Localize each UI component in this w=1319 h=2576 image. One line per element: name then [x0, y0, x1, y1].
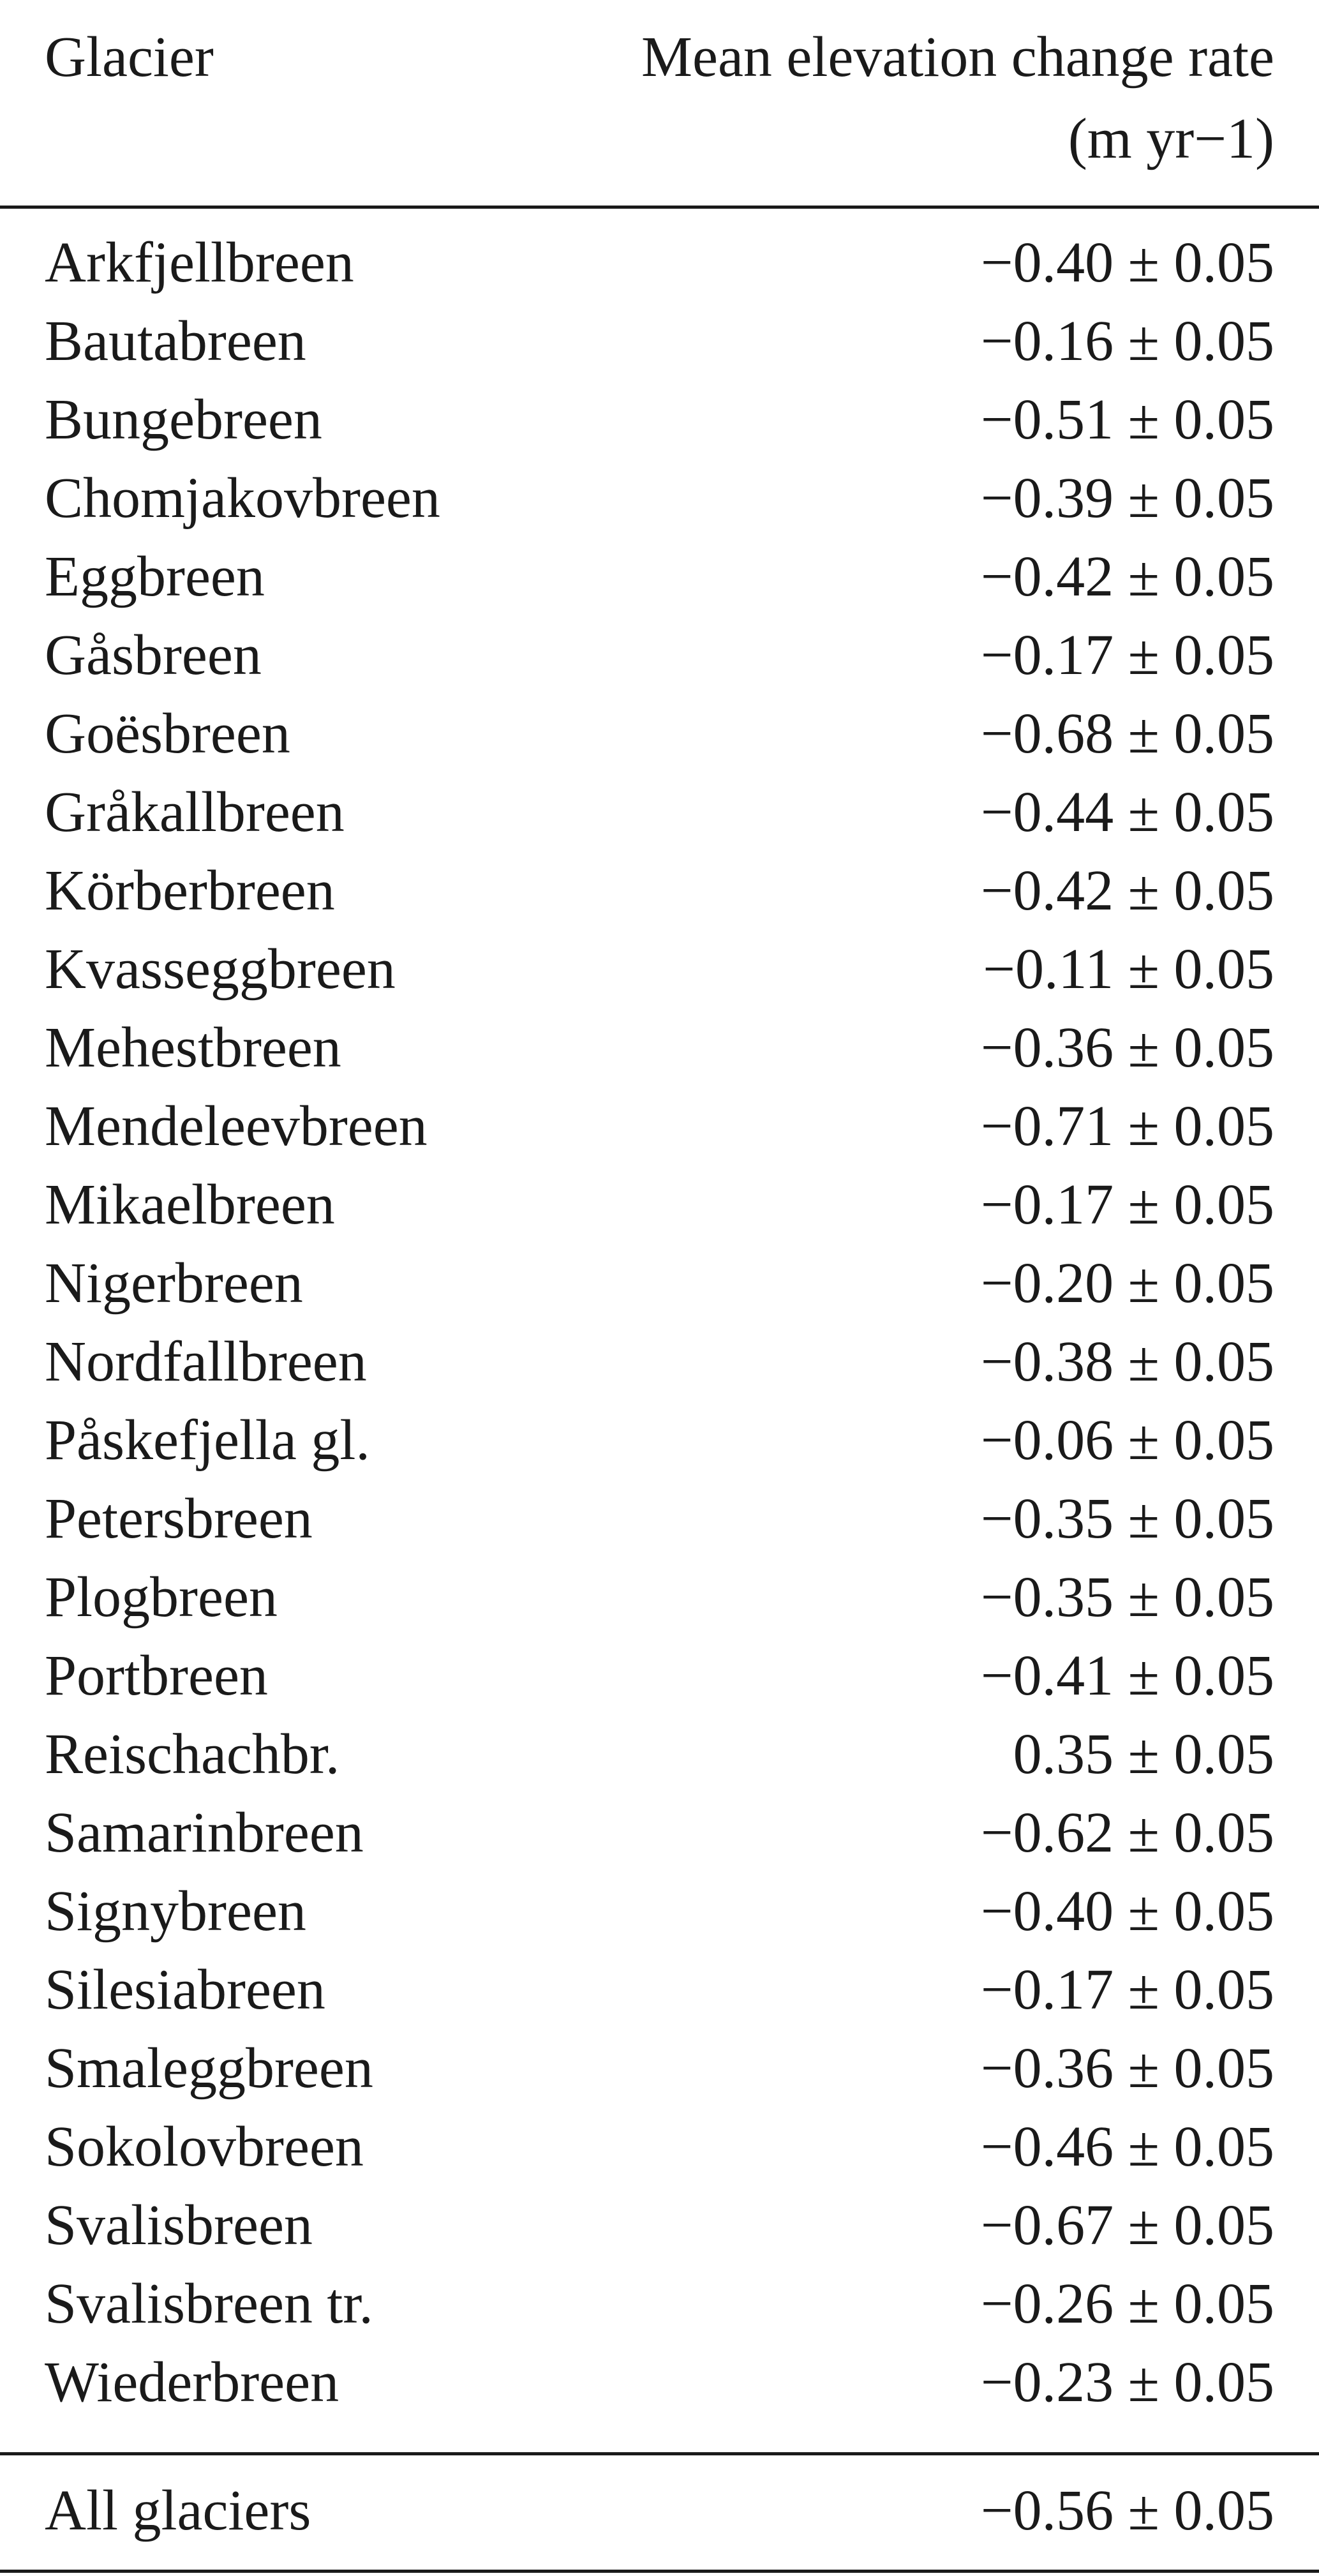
table-row	[0, 1872, 1319, 1951]
glacier-name: Eggbreen	[45, 545, 265, 608]
table-header	[0, 0, 1319, 206]
glacier-name: Kvasseggbreen	[45, 938, 396, 1001]
glacier-name: Plogbreen	[45, 1566, 278, 1629]
total-label: All glaciers	[45, 2479, 311, 2542]
total-value: −0.56 ± 0.05	[980, 2479, 1274, 2542]
glacier-name: Påskefjella gl.	[45, 1409, 370, 1472]
table-row	[0, 1951, 1319, 2029]
bottom-rule	[0, 2570, 1319, 2573]
table-row	[0, 1479, 1319, 1558]
glacier-name: Mikaelbreen	[45, 1173, 335, 1236]
table-row	[0, 1793, 1319, 1872]
glacier-name: Arkfjellbreen	[45, 231, 354, 294]
table-row	[0, 459, 1319, 537]
elevation-change-value: −0.42 ± 0.05	[980, 545, 1274, 608]
table-row	[0, 1087, 1319, 1165]
glacier-name: Wiederbreen	[45, 2351, 339, 2414]
elevation-change-value: −0.39 ± 0.05	[980, 467, 1274, 530]
table-row	[0, 2343, 1319, 2422]
elevation-change-value: −0.11 ± 0.05	[983, 938, 1274, 1001]
table-row	[0, 537, 1319, 616]
table-row	[0, 302, 1319, 380]
glacier-name: Gråkallbreen	[45, 781, 345, 844]
header-rate: Mean elevation change rate	[641, 26, 1274, 89]
header-rate-unit: (m yr−1)	[1068, 107, 1274, 170]
elevation-change-value: 0.35 ± 0.05	[1013, 1723, 1274, 1786]
elevation-change-value: −0.62 ± 0.05	[980, 1801, 1274, 1864]
elevation-change-value: −0.36 ± 0.05	[980, 1016, 1274, 1079]
elevation-change-value: −0.71 ± 0.05	[980, 1095, 1274, 1158]
glacier-name: Svalisbreen tr.	[45, 2272, 373, 2335]
glacier-name: Portbreen	[45, 1644, 268, 1707]
glacier-name: Reischachbr.	[45, 1723, 340, 1786]
table-row	[0, 1558, 1319, 1636]
elevation-change-value: −0.41 ± 0.05	[980, 1644, 1274, 1707]
glacier-name: Goësbreen	[45, 702, 290, 765]
table-row	[0, 380, 1319, 459]
table-row	[0, 1636, 1319, 1715]
elevation-change-value: −0.35 ± 0.05	[980, 1566, 1274, 1629]
header-rule	[0, 206, 1319, 209]
glacier-name: Chomjakovbreen	[45, 467, 440, 530]
elevation-change-value: −0.35 ± 0.05	[980, 1487, 1274, 1550]
table-row	[0, 1401, 1319, 1479]
elevation-change-value: −0.67 ± 0.05	[980, 2194, 1274, 2257]
elevation-change-value: −0.44 ± 0.05	[980, 781, 1274, 844]
header-glacier: Glacier	[45, 26, 214, 89]
total-row	[0, 2471, 1319, 2550]
elevation-change-value: −0.40 ± 0.05	[980, 1880, 1274, 1943]
elevation-change-value: −0.46 ± 0.05	[980, 2115, 1274, 2178]
glacier-name: Mendeleevbreen	[45, 1095, 428, 1158]
table-row	[0, 223, 1319, 302]
elevation-change-value: −0.51 ± 0.05	[980, 388, 1274, 451]
table-row	[0, 2265, 1319, 2343]
glacier-name: Signybreen	[45, 1880, 306, 1943]
glacier-name: Silesiabreen	[45, 1958, 325, 2021]
glacier-name: Svalisbreen	[45, 2194, 313, 2257]
elevation-change-value: −0.40 ± 0.05	[980, 231, 1274, 294]
table-row	[0, 2108, 1319, 2186]
glacier-name: Körberbreen	[45, 859, 335, 922]
table-row	[0, 1322, 1319, 1401]
elevation-change-value: −0.38 ± 0.05	[980, 1330, 1274, 1393]
table-row	[0, 930, 1319, 1008]
elevation-change-value: −0.26 ± 0.05	[980, 2272, 1274, 2335]
elevation-change-value: −0.36 ± 0.05	[980, 2037, 1274, 2100]
table-row	[0, 616, 1319, 694]
elevation-change-value: −0.17 ± 0.05	[980, 1173, 1274, 1236]
glacier-name: Bautabreen	[45, 310, 306, 373]
table-row	[0, 694, 1319, 773]
glacier-name: Smaleggbreen	[45, 2037, 373, 2100]
table-row	[0, 2029, 1319, 2108]
glacier-name: Nordfallbreen	[45, 1330, 367, 1393]
elevation-change-value: −0.20 ± 0.05	[980, 1252, 1274, 1315]
table-row	[0, 1244, 1319, 1322]
table-row	[0, 1165, 1319, 1244]
table-row	[0, 773, 1319, 851]
elevation-change-value: −0.06 ± 0.05	[980, 1409, 1274, 1472]
glacier-name: Bungebreen	[45, 388, 322, 451]
table-row	[0, 1715, 1319, 1793]
glacier-name: Mehestbreen	[45, 1016, 341, 1079]
glacier-name: Nigerbreen	[45, 1252, 303, 1315]
elevation-change-value: −0.68 ± 0.05	[980, 702, 1274, 765]
table-body	[0, 223, 1319, 2422]
glacier-name: Sokolovbreen	[45, 2115, 364, 2178]
elevation-change-value: −0.17 ± 0.05	[980, 624, 1274, 687]
table-row	[0, 2186, 1319, 2265]
elevation-change-value: −0.17 ± 0.05	[980, 1958, 1274, 2021]
table-row	[0, 1008, 1319, 1087]
table-row	[0, 851, 1319, 930]
glacier-name: Gåsbreen	[45, 624, 262, 687]
glacier-name: Samarinbreen	[45, 1801, 364, 1864]
glacier-name: Petersbreen	[45, 1487, 313, 1550]
summary-rule	[0, 2452, 1319, 2455]
elevation-change-value: −0.23 ± 0.05	[980, 2351, 1274, 2414]
elevation-change-value: −0.16 ± 0.05	[980, 310, 1274, 373]
elevation-change-value: −0.42 ± 0.05	[980, 859, 1274, 922]
